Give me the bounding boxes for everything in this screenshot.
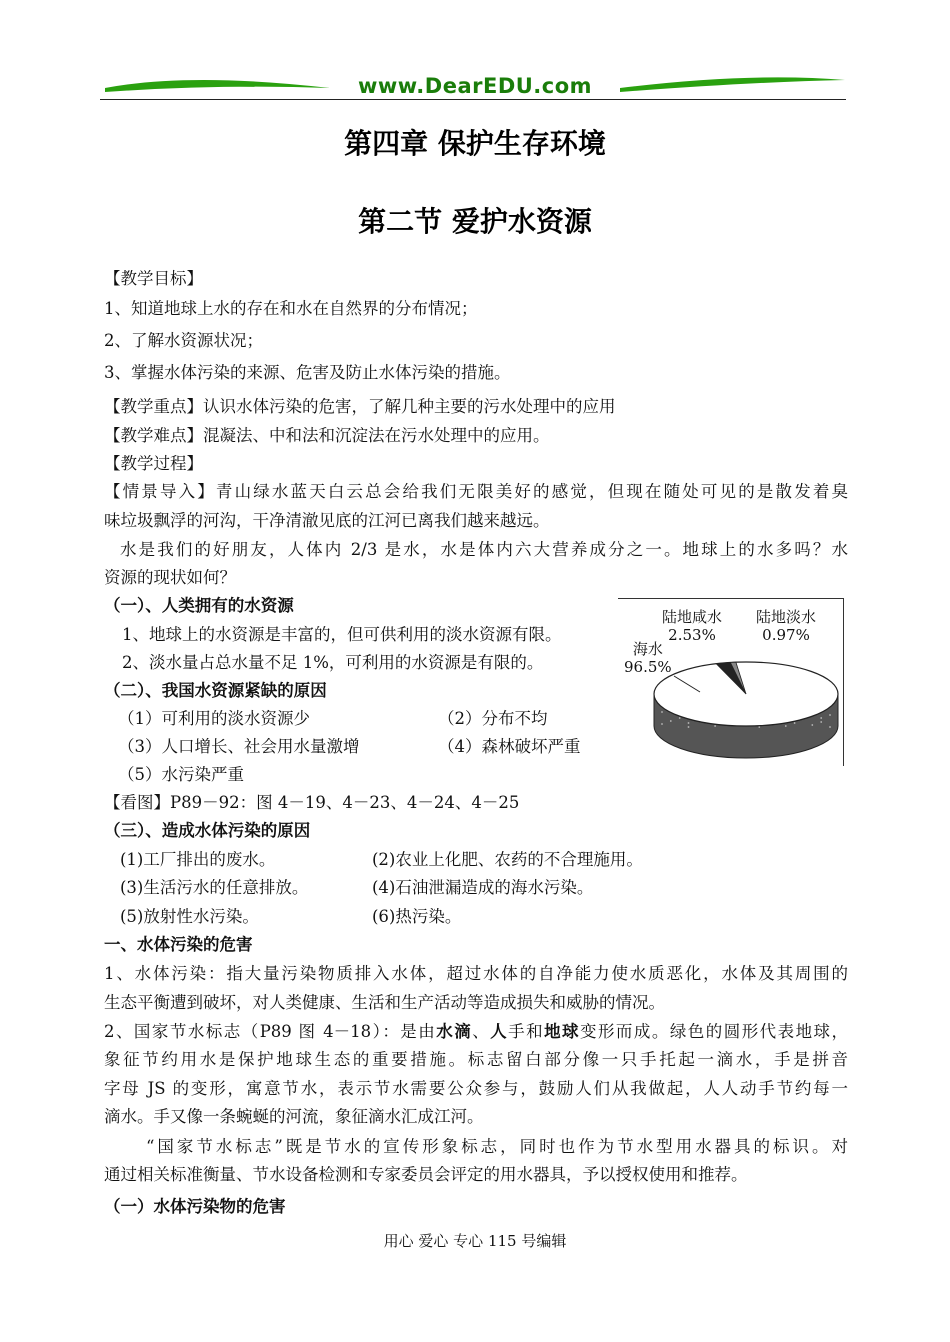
cause-3: (3)生活污水的任意排放。: [120, 878, 309, 897]
reason-1: （1）可利用的淡水资源少: [118, 709, 310, 728]
section-1-item-1: 1、地球上的水资源是丰富的，但可供利用的淡水资源有限。: [122, 625, 562, 644]
goal-item-2: 2、了解水资源状况；: [104, 331, 263, 350]
section-3-heading: （三）、造成水体污染的原因: [104, 821, 311, 840]
emphasis-earth: 地球: [544, 1022, 580, 1041]
pie-wall-texture-dot: [670, 720, 672, 722]
pie-wall-texture-dot: [661, 711, 663, 713]
emphasis-water-drop: 水滴: [436, 1022, 473, 1041]
section-1-heading: （一）、人类拥有的水资源: [104, 596, 294, 615]
pie-wall-texture-dot: [785, 725, 787, 727]
site-url[interactable]: www.DearEDU.com: [357, 74, 593, 98]
pie-wall-texture-dot: [820, 721, 822, 723]
cause-4: (4)石油泄漏造成的海水污染。: [372, 878, 594, 897]
reason-5: （5）水污染严重: [118, 765, 244, 784]
process-heading: 【教学过程】: [104, 454, 203, 473]
pie-wall-texture-dot: [688, 722, 690, 724]
text-run: 手和: [508, 1022, 545, 1041]
pie-wall-texture-dot: [829, 714, 831, 716]
section-1-item-2: 2、淡水量占总水量不足 1%，可利用的水资源是有限的。: [122, 653, 544, 672]
label-fresh-pct: 0.97%: [762, 626, 810, 644]
key-point: 【教学重点】认识水体污染的危害，了解几种主要的污水处理中的应用: [104, 397, 616, 416]
intro-line-2: 味垃圾飘浮的河沟，干净清澈见底的江河已离我们越来越远。: [104, 511, 550, 530]
label-salt: [662, 608, 722, 644]
para-2-line-3: 字母 JS 的变形，寓意节水，表示节水需要公众参与，鼓励人们从我做起，人人动手节约每一: [104, 1079, 848, 1098]
goal-item-3: 3、掌握水体污染的来源、危害及防止水体污染的措施。: [104, 363, 511, 382]
water-line-2: 资源的现状如何？: [104, 568, 236, 587]
page-footer: 用心 爱心 专心 115 号编辑: [383, 1232, 567, 1250]
para-2-line-2: 象征节约用水是保护地球生态的重要措施。标志留白部分像一只手托起一滴水，手是拼音: [104, 1050, 848, 1069]
chapter-title: 第四章 保护生存环境: [344, 127, 606, 160]
goal-item-1: 1、知道地球上水的存在和水在自然界的分布情况；: [104, 299, 478, 318]
cause-2: (2)农业上化肥、农药的不合理施用。: [372, 850, 643, 869]
pie-wall-texture-dot: [688, 726, 690, 728]
pie-wall-texture-dot: [679, 717, 681, 719]
para-3-line-1: “国家节水标志”既是节水的宣传形象标志，同时也作为节水型用水器具的标识。对: [146, 1137, 848, 1156]
goal-heading: 【教学目标】: [104, 269, 203, 288]
reason-4: （4）森林破坏严重: [438, 737, 581, 756]
section-title: 第二节 爱护水资源: [358, 205, 592, 238]
text-run: 、: [472, 1022, 491, 1041]
site-header: [100, 68, 850, 108]
label-fresh: [756, 608, 816, 644]
para-1-line-1: 1、水体污染：指大量污染物质排入水体，超过水体的自净能力使水质恶化，水体及其周围的: [104, 964, 848, 983]
text-run: 2、国家节水标志（P89 图 4－18）：是由: [104, 1022, 437, 1041]
see-figure-note: 【看图】P89－92：图 4－19、4－23、4－24、4－25: [104, 793, 520, 812]
emphasis-person: 人: [490, 1022, 509, 1041]
heading-pollution-harm: 一、水体污染的危害: [104, 935, 253, 954]
pie-wall-texture-dot: [829, 726, 831, 728]
reason-2: （2）分布不均: [438, 709, 548, 728]
cause-6: (6)热污染。: [372, 907, 462, 926]
subsection-pollutant-harm: （一）水体污染物的危害: [104, 1197, 286, 1216]
pie-wall-texture-dot: [714, 725, 716, 727]
label-sea: [624, 640, 672, 676]
label-fresh-name: 陆地淡水: [756, 608, 817, 626]
intro-line-1: 【情景导入】青山绿水蓝天白云总会给我们无限美好的感觉，但现在随处可见的是散发着臭: [104, 482, 848, 501]
para-2-line-1: [104, 1021, 848, 1043]
text-run: 变形而成。绿色的圆形代表地球，: [580, 1022, 849, 1041]
cause-5: (5)放射性水污染。: [120, 907, 259, 926]
water-distribution-pie-chart: [618, 598, 844, 766]
para-1-line-2: 生态平衡遭到破坏，对人类健康、生活和生产活动等造成损失和威胁的情况。: [104, 993, 665, 1012]
difficulty-point: 【教学难点】混凝法、中和法和沉淀法在污水处理中的应用。: [104, 426, 550, 445]
pie-wall-texture-dot: [811, 724, 813, 726]
label-salt-name: 陆地咸水: [662, 608, 723, 626]
cause-1: (1)工厂排出的废水。: [120, 850, 276, 869]
pie-wall-texture-dot: [820, 717, 822, 719]
section-2-heading: （二）、我国水资源紧缺的原因: [104, 681, 327, 700]
header-divider: [100, 99, 846, 100]
label-salt-pct: 2.53%: [668, 626, 716, 644]
pie-wall-texture-dot: [661, 723, 663, 725]
pie-wall-texture-dot: [794, 722, 796, 724]
pie-wall-texture-dot: [758, 726, 760, 728]
water-line-1: 水是我们的好朋友，人体内 2/3 是水，水是体内六大营养成分之一。地球上的水多吗？水: [120, 540, 848, 559]
para-3-line-2: 通过相关标准衡量、节水设备检测和专家委员会评定的用水器具，予以授权使用和推荐。: [104, 1165, 748, 1184]
reason-3: （3）人口增长、社会用水量激增: [118, 737, 360, 756]
label-sea-name: 海水: [632, 640, 663, 658]
para-2-line-4: 滴水。手又像一条蜿蜒的河流，象征滴水汇成江河。: [104, 1107, 484, 1126]
label-sea-pct: 96.5%: [624, 658, 672, 676]
